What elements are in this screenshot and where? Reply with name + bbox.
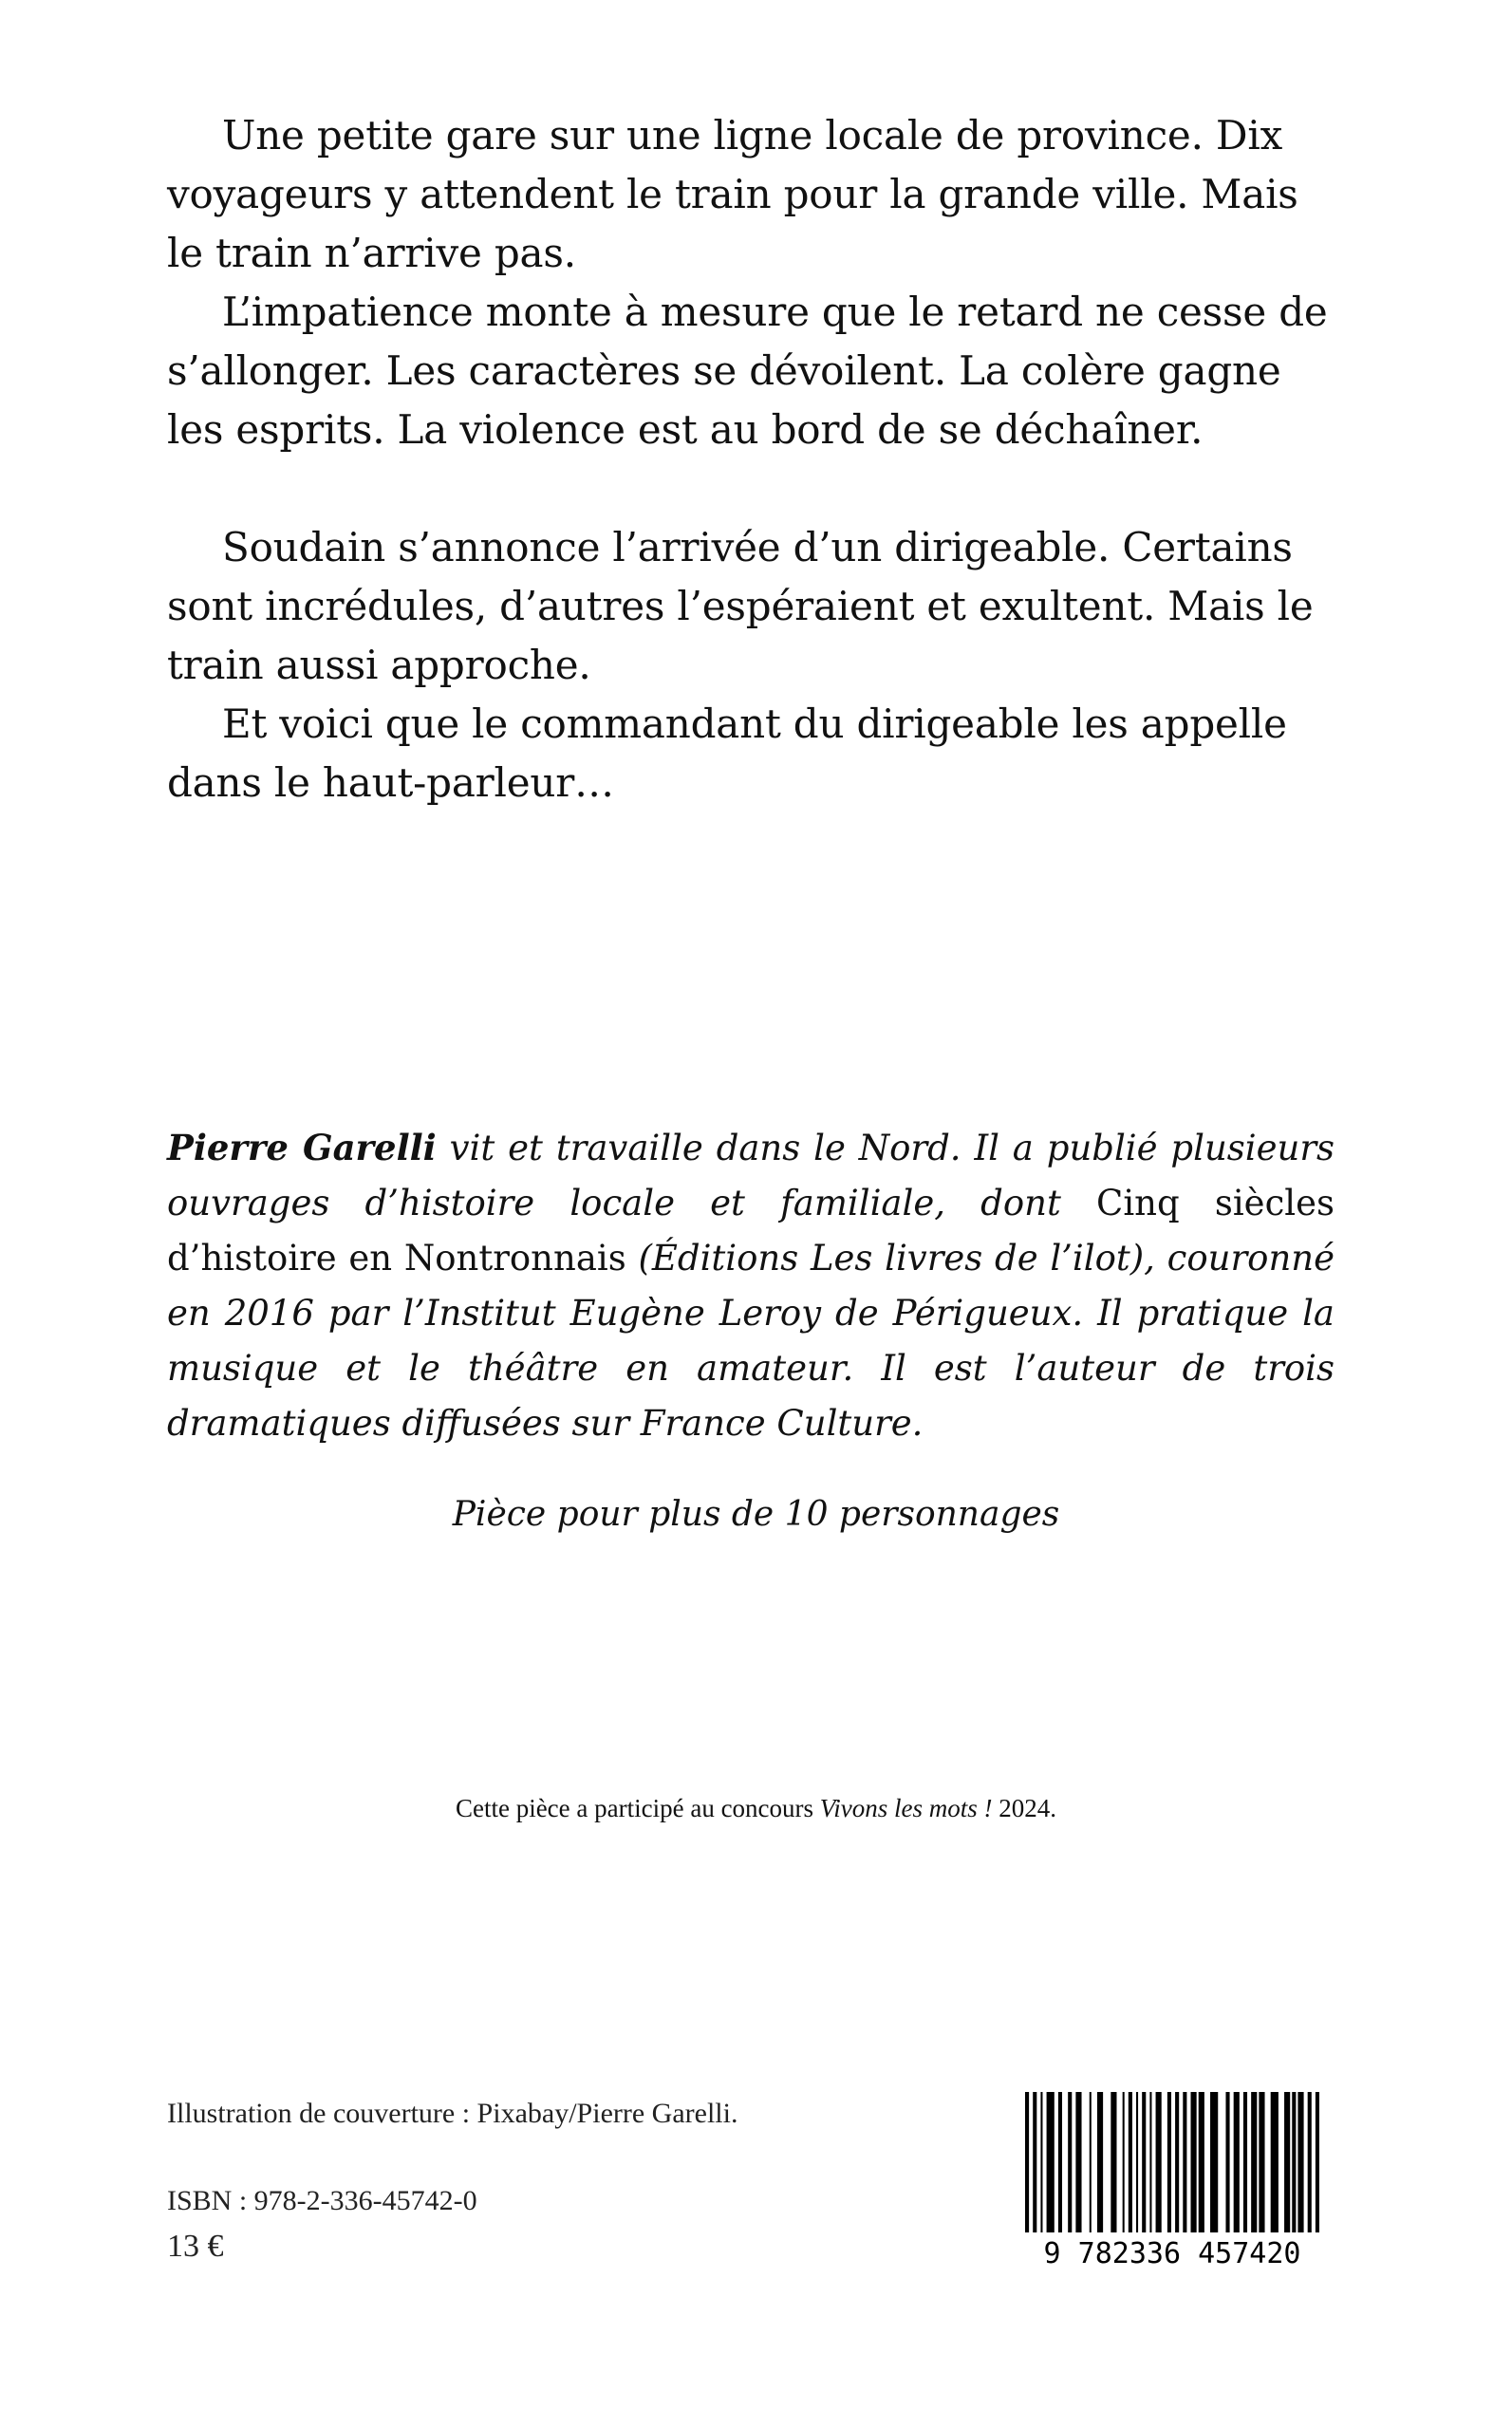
blurb-paragraph-1: Une petite gare sur une ligne locale de province. Dix voyageurs y attendent le train pour la grande ville. Mais le train n’arrive pas. — [167, 112, 1298, 276]
barcode-bar — [1142, 2092, 1146, 2232]
barcode — [1017, 2088, 1327, 2269]
barcode-bar — [1225, 2092, 1229, 2232]
bio-text-1: vit et travaille dans le Nord. Il a publié plusieurs ouvrages d’histoire locale et familiale, dont — [167, 1128, 1335, 1223]
cast-note: Pièce pour plus de 10 personnages — [452, 1495, 1060, 1534]
barcode-bar — [1123, 2092, 1125, 2232]
barcode-bar — [1040, 2092, 1042, 2232]
isbn: ISBN : 978-2-336-45742-0 — [167, 2185, 477, 2216]
barcode-bar — [1243, 2092, 1247, 2232]
book-title: Cinq siècles d’histoire en Nontronnais — [167, 1183, 1335, 1279]
barcode-bar — [1129, 2092, 1132, 2232]
price: 13 € — [167, 2229, 224, 2264]
barcode-bar — [1090, 2092, 1092, 2232]
barcode-bar — [1156, 2092, 1162, 2232]
barcode-bar — [1191, 2092, 1197, 2232]
illustration-credit: Illustration de couverture : Pixabay/Pierre Garelli. — [167, 2098, 738, 2129]
barcode-bar — [1251, 2092, 1257, 2232]
blurb — [167, 106, 1335, 812]
contest-year: 2024. — [992, 1794, 1057, 1822]
barcode-bar — [1097, 2092, 1103, 2232]
barcode-bar — [1167, 2092, 1171, 2232]
barcode-bar — [1199, 2092, 1204, 2232]
barcode-bar — [1292, 2092, 1296, 2232]
contest-prefix: Cette pièce a participé au concours — [455, 1794, 820, 1822]
contest-name: Vivons les mots ! — [819, 1794, 993, 1822]
barcode-bar — [1033, 2092, 1036, 2232]
barcode-bar — [1047, 2092, 1055, 2232]
barcode-bar — [1210, 2092, 1218, 2232]
barcode-bar — [1025, 2092, 1029, 2232]
barcode-digits: 9 782336 457420 — [1043, 2237, 1301, 2269]
barcode-bar — [1259, 2092, 1264, 2232]
author-bio — [167, 1120, 1335, 1451]
barcode-bar — [1234, 2092, 1240, 2232]
barcode-bar — [1175, 2092, 1179, 2232]
barcode-bar — [1316, 2092, 1319, 2232]
bio-text-2: (Éditions Les livres de l’ilot), couronné en 2016 par l’Institut Eugène Leroy de Périgueux. Il pratique la musique et le théâtre en amateur. Il est l’auteur de trois dramatiques diffusées sur France Culture. — [167, 1238, 1335, 1444]
barcode-bar — [1149, 2092, 1151, 2232]
barcode-bar — [1308, 2092, 1312, 2232]
barcode-bar — [1136, 2092, 1138, 2232]
barcode-bar — [1271, 2092, 1279, 2232]
barcode-bar — [1058, 2092, 1062, 2232]
barcode-graphic — [1017, 2088, 1327, 2269]
barcode-bar — [1297, 2092, 1303, 2232]
barcode-bar — [1284, 2092, 1290, 2232]
barcode-bar — [1183, 2092, 1186, 2232]
barcode-bar — [1075, 2092, 1081, 2232]
blurb-paragraph-3: Soudain s’annonce l’arrivée d’un dirigeable. Certains sont incrédules, d’autres l’espéraient et exultent. Mais le train aussi approche. — [167, 524, 1314, 688]
barcode-bar — [1068, 2092, 1072, 2232]
author-name: Pierre Garelli — [167, 1127, 437, 1168]
contest-note — [0, 1794, 1512, 1823]
barcode-bar — [1111, 2092, 1116, 2232]
blurb-paragraph-2: L’impatience monte à mesure que le retard ne cesse de s’allonger. Les caractères se dévoilent. La colère gagne les esprits. La violence est au bord de se déchaîner. — [167, 289, 1328, 453]
blurb-paragraph-4: Et voici que le commandant du dirigeable les appelle dans le haut-parleur… — [167, 700, 1287, 806]
